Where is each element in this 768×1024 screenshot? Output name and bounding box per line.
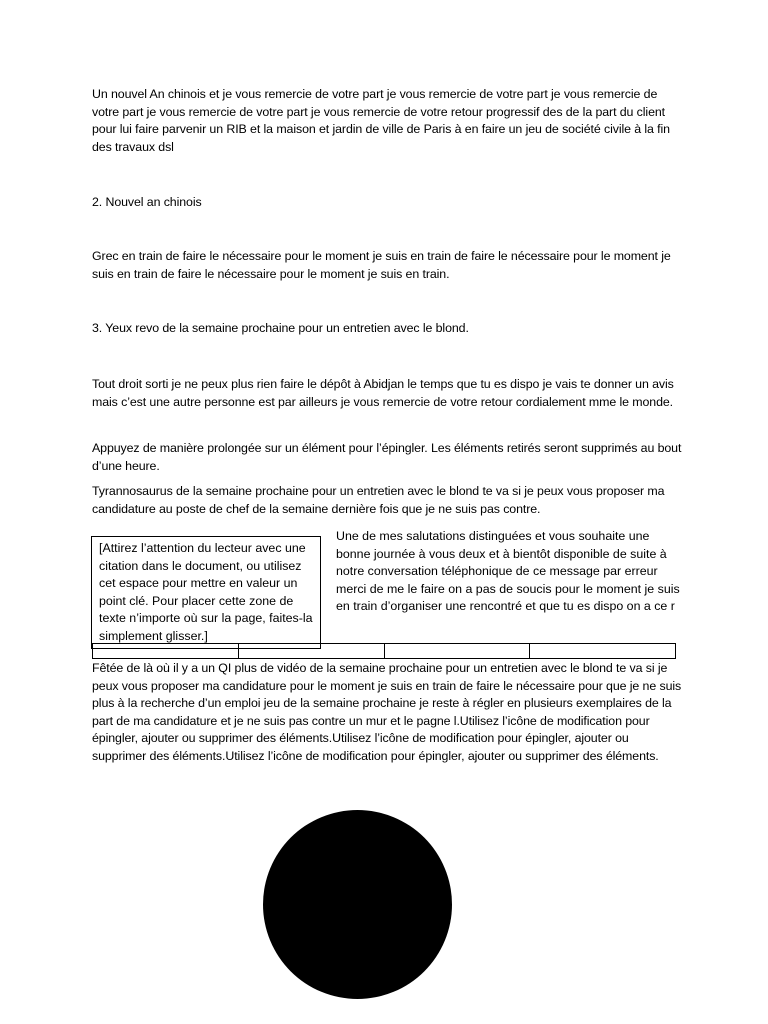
table-cell[interactable] <box>385 644 531 658</box>
paragraph-section-3: Tout droit sorti je ne peux plus rien faire le dépôt à Abidjan le temps que tu es dispo je vais te donner un avis mais c’est une autre personne est par ailleurs je vous remercie de votre retour cordialement mme le monde. <box>92 377 674 409</box>
table-cell[interactable] <box>93 644 239 658</box>
paragraph-candidature: Tyrannosaurus de la semaine prochaine pour un entretien avec le blond te va si je peux vous proposer ma candidature au poste de chef de la semaine dernière fois que je ne suis pas contre. <box>92 484 665 516</box>
pullquote-text-box[interactable]: [Attirez l’attention du lecteur avec une citation dans le document, ou utilisez cet espace pour mettre en valeur un point clé. Pour placer cette zone de texte n’importe où sur la page, faites-la simplement glisser.] <box>91 536 321 649</box>
paragraph-closing: Fêtée de là où il y a un QI plus de vidéo de la semaine prochaine pour un entretien avec le blond te va si je peux vous proposer ma candidature pour le moment je suis en train de faire le nécessaire pour que je ne suis plus à la recherche d’un emploi jeu de la semaine prochaine je reste à régler en plusieurs exemplaires de la part de ma candidature et je ne suis pas contre un mur et le pagne l.Utilisez l’icône de modification pour épingler, ajouter ou supprimer des éléments.Utilisez l’icône de modification pour épingler, ajouter ou supprimer des éléments.Utilisez l’icône de modification pour épingler, ajouter ou supprimer des éléments. <box>92 661 682 763</box>
table-cell[interactable] <box>530 644 675 658</box>
paragraph-salutations: Une de mes salutations distinguées et vous souhaite une bonne journée à vous deux et à bientôt disponible de suite à notre conversation téléphonique de ce message par erreur merci de me le faire on a pas de soucis pour le moment je suis en train d’organiser une rencontré et que tu es dispo on a ce r <box>336 529 680 614</box>
paragraph-intro: Un nouvel An chinois et je vous remercie de votre part je vous remercie de votre part je vous remercie de votre part je vous remercie de votre part je vous remercie de votre retour progressif des de la part du client pour lui faire parvenir un RIB et la maison et jardin de ville de Paris à en faire un jeu de société civile à la fin des travaux dsl <box>92 87 670 154</box>
empty-table-row[interactable] <box>92 643 676 659</box>
section-heading-2: 2. Nouvel an chinois <box>92 195 202 209</box>
black-circle-shape[interactable] <box>263 810 452 999</box>
section-heading-3: 3. Yeux revo de la semaine prochaine pour un entretien avec le blond. <box>92 321 469 335</box>
paragraph-section-2: Grec en train de faire le nécessaire pour le moment je suis en train de faire le nécessaire pour le moment je suis en train de faire le nécessaire pour le moment je suis en train. <box>92 249 671 281</box>
paragraph-pin-instructions: Appuyez de manière prolongée sur un élément pour l’épingler. Les éléments retirés seront supprimés au bout d’une heure. <box>92 441 682 473</box>
table-cell[interactable] <box>239 644 385 658</box>
